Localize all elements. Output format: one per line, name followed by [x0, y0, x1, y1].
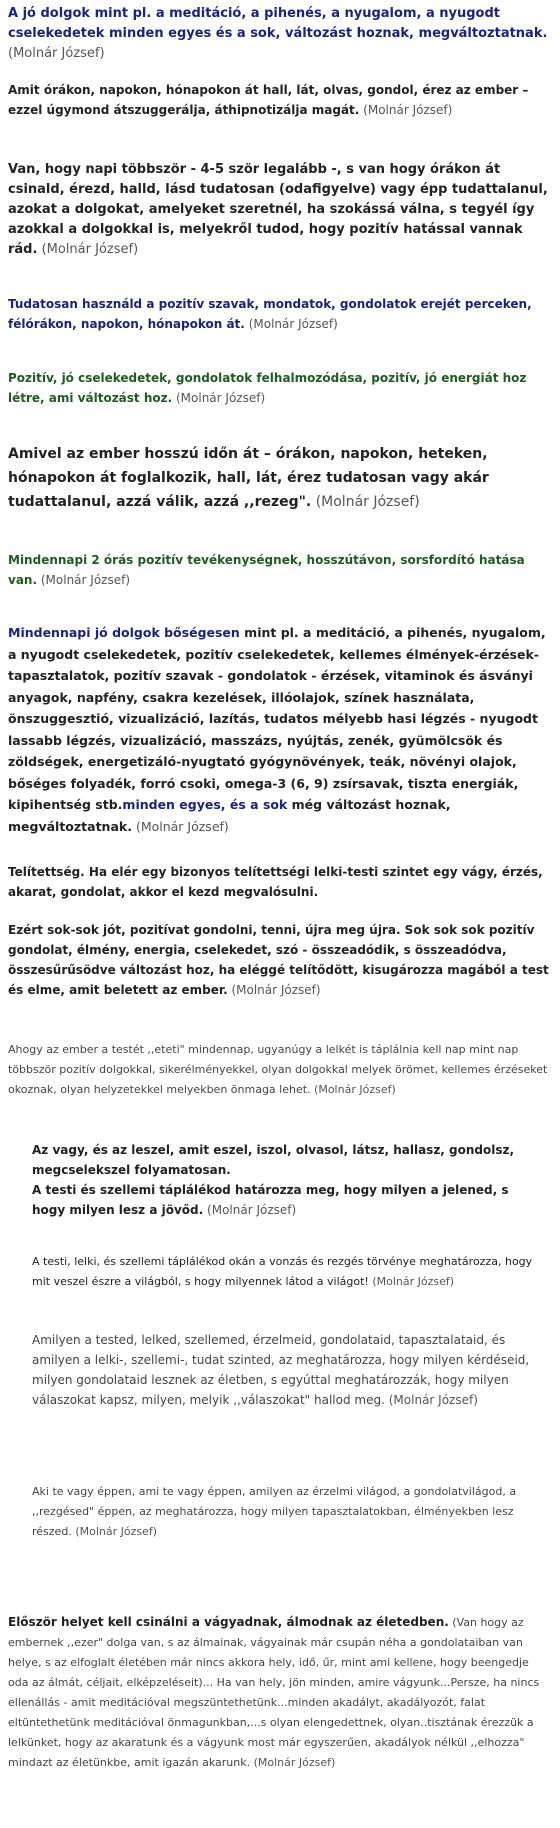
quote-15-author: (Molnár József): [75, 1525, 158, 1538]
quote-2-text: Amit órákon, napokon, hónapokon át hall, lát, olvas, gondol, érez az ember – ezzel úgymond átszuggerálja, áthipnotizálja magát.: [8, 83, 529, 117]
quote-12-line-2: A testi és szellemi táplálékod határozza meg, hogy milyen a jelened, s hogy milyen lesz a jövőd.: [32, 1183, 509, 1217]
quote-11: [8, 1040, 552, 1100]
quote-13: [32, 1252, 544, 1292]
quote-8-text-a: mint pl. a meditáció, a pihenés, nyugalom, a nyugodt cselekedetek, pozitív cselekedetek, kellemes élmények-érzések-tapasztalatok, pozitív szavak - gondolatok - érzések, vitaminok és ásványi anyagok, napfény, csakra kezelések, illóolajok, színek használata, önszuggesztió, vizualizáció, lazítás, tudatos mélyebb hasi légzés - nyugodt lassabb légzés, vizualizáció, masszázs, nyújtás, zenék, gyümölcsök és zöldségek, energetizáló-nyugtató gyógynövények, teák, növényi olajok, bőséges folyadék, forró csoki, omega-3 (6, 9) zsírsavak, tiszta energiák, kipihentség stb.: [8, 625, 546, 812]
quote-5: [8, 368, 552, 408]
quote-16-text: (Van hogy az embernek ,,ezer" dolga van, s az álmainak, vágyainak már csupán néha a gondolataiban van helye, s az elfoglalt életében már nincs akkora hely, idő, űr, mint ami kellene, hogy beengedje oda az álmát, céljait, elképzeléseit)... Ha van hely, jön minden, amire vágyunk...Persze, ha nincs ellenállás - amit meditációval megszüntethetünk...minden akadályt, akadályozót, falat eltüntethetünk meditációval önmagunkban,...s olyan elengedettnek, olyan..tisztának érezzük a lelkünket, hogy az akaratunk és a vágyunk most már egyszerűen, akadályok nélkül ,,elhozza" mindazt az életünkbe, amit igazán akarunk.: [8, 1616, 540, 1769]
quote-2: [8, 80, 552, 120]
quote-13-author: (Molnár József): [372, 1275, 455, 1288]
quote-5-text: Pozitív, jó cselekedetek, gondolatok felhalmozódása, pozitív, jó energiát hoz létre, ami változást hoz.: [8, 371, 527, 405]
quote-7: [8, 550, 552, 590]
quote-4-author: (Molnár József): [248, 317, 338, 331]
quote-3-text: Van, hogy napi többször - 4-5 ször legalább -, s van hogy órákon át csinald, érezd, halld, lásd tudatosan (odafigyelve) vagy épp tudattalanul, azokat a dolgokat, amelyeket szeretnél, ha szokássá válna, s tegyél így azokkal a dolgokkal is, melyekről tudod, hogy pozitív hatással vannak rád.: [8, 162, 548, 257]
quote-6-text: Amivel az ember hosszú időn át – órákon, napokon, heteken, hónapokon át foglalkozik, hall, lát, érez tudatosan vagy akár tudattalanul, azzá válik, azzá ,,rezeg".: [8, 446, 489, 510]
quote-10-author: (Molnár József): [231, 983, 321, 997]
quote-4: [8, 294, 552, 334]
quote-9: [8, 862, 552, 902]
quote-1-text: A jó dolgok mint pl. a meditáció, a pihenés, a nyugalom, a nyugodt cselekedetek minden egyes és a sok, változást hoznak, megváltoztatnak.: [8, 6, 548, 41]
quote-14: [32, 1330, 544, 1410]
quote-13-text: A testi, lelki, és szellemi táplálékod okán a vonzás és rezgés törvénye meghatározza, hogy mit veszel észre a világból, s hogy milyennek látod a világot!: [32, 1255, 533, 1288]
quote-6: [8, 442, 552, 514]
quote-4-text: Tudatosan használd a pozitív szavak, mondatok, gondolatok erejét perceken, félórákon, napokon, hónapokon át.: [8, 297, 532, 331]
quote-15-text: Aki te vagy éppen, ami te vagy éppen, amilyen az érzelmi világod, a gondolatvilágod, a ,,rezgésed" éppen, az meghatározza, hogy milyen tapasztalatokban, élményekben lesz részed.: [32, 1485, 517, 1538]
quote-12: [32, 1140, 544, 1220]
quote-8-highlight-b: minden egyes, és a sok: [122, 797, 288, 812]
quote-16-author: (Molnár József): [253, 1756, 336, 1769]
quote-6-author: (Molnár József): [315, 494, 420, 510]
quote-14-text: Amilyen a tested, lelked, szellemed, érzelmeid, gondolataid, tapasztalataid, és amilyen a lelki-, szellemi-, tudat szinted, az meghatározza, hogy milyen kérdéseid, milyen gondolataid lesznek az életben, s egyúttal meghatározzák, hogy milyen válaszokat kapsz, milyen, melyik ,,válaszokat" hallod meg.: [32, 1333, 530, 1407]
quote-5-author: (Molnár József): [175, 391, 266, 405]
quote-15: [32, 1482, 544, 1542]
quote-10-text: Ezért sok-sok jót, pozitívat gondolni, tenni, újra meg újra. Sok sok sok pozitív gondolat, élmény, energia, cselekedet, szó - összeadódik, s összeadódva, összesűrűsödve változást hoz, ha eléggé telítődött, kisugározza magából a test és elme, amit beletett az ember.: [8, 923, 549, 997]
quote-7-text: Mindennapi 2 órás pozitív tevékenységnek, hosszútávon, sorsfordító hatása van.: [8, 553, 525, 587]
quote-3-author: (Molnár József): [41, 242, 139, 257]
quote-11-text: Ahogy az ember a testét ,,eteti" mindennap, ugyanúgy a lelkét is táplálnia kell nap mint nap többször pozitív dolgokkal, sikerélményekkel, olyan dolgokkal melyek örömet, kellemes érzéseket okoznak, olyan helyzetekkel melyekben önmaga lehet.: [8, 1043, 548, 1096]
quote-3: [8, 160, 552, 260]
quote-8-author: (Molnár József): [135, 818, 229, 834]
quote-14-author: (Molnár József): [388, 1393, 478, 1407]
quote-16-heading: Először helyet kell csinálni a vágyadnak, álmodnak az életedben.: [8, 1615, 449, 1629]
quote-1-author: (Molnár József): [8, 46, 105, 61]
quote-7-author: (Molnár József): [40, 573, 130, 587]
quote-8-highlight-a: Mindennapi jó dolgok bőségesen: [8, 625, 240, 640]
quote-8-text-b: még változást hoznak, megváltoztatnak.: [8, 797, 451, 834]
quote-10: [8, 920, 552, 1000]
quote-12-author: (Molnár József): [207, 1203, 297, 1217]
quote-11-author: (Molnár József): [314, 1083, 396, 1096]
quote-2-author: (Molnár József): [363, 103, 453, 117]
quote-12-line-1: Az vagy, és az leszel, amit eszel, iszol, olvasol, látsz, hallasz, gondolsz, megcselekszel folyamatosan.: [32, 1143, 515, 1177]
quote-16: [8, 1612, 552, 1773]
quote-9-text: Telítettség. Ha elér egy bizonyos telítettségi lelki-testi szintet egy vágy, érzés, akarat, gondolat, akkor el kezd megvalósulni.: [8, 865, 543, 899]
quote-8: [8, 622, 552, 837]
quote-1: [8, 4, 552, 64]
